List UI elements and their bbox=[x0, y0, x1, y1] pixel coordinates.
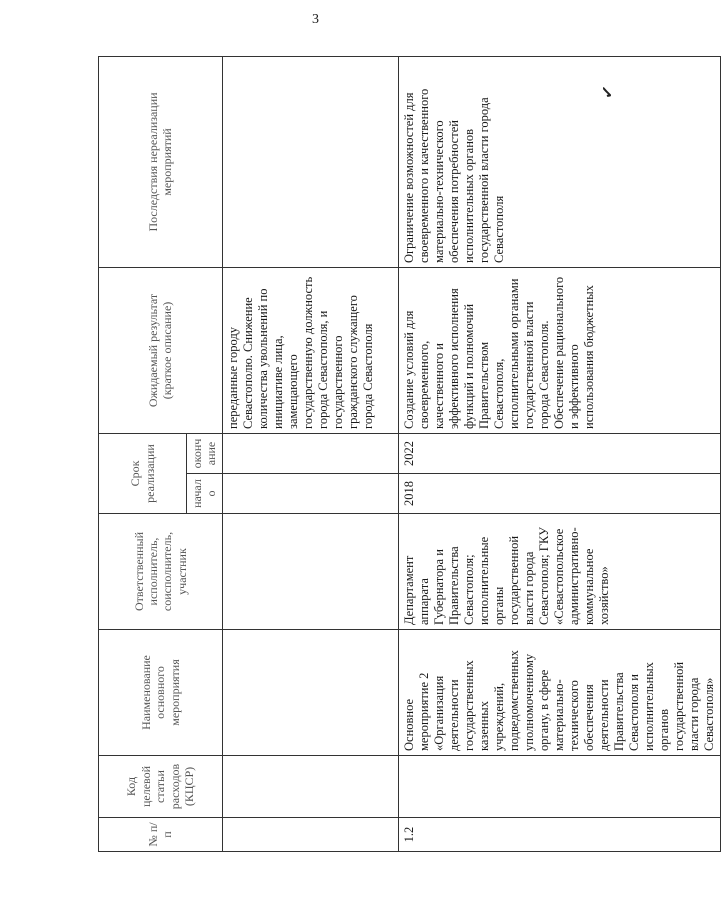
rotated-table-wrapper bbox=[98, 57, 716, 852]
cell-consequences: Ограничение возможностей для своевременного и качественного материально-технического обеспечения потребностей исполнительных органов государственной власти города Севастополя bbox=[398, 56, 720, 267]
cell-start: 2018 bbox=[398, 474, 720, 514]
header-period: Срок реализации bbox=[99, 433, 187, 513]
cell-num bbox=[222, 818, 398, 852]
measures-table bbox=[98, 56, 721, 852]
cell-end: 2022 bbox=[398, 433, 720, 473]
cell-start bbox=[222, 474, 398, 514]
table-row bbox=[222, 56, 398, 851]
header-name: Наименование основного мероприятия bbox=[99, 630, 223, 756]
cell-consequences bbox=[222, 56, 398, 267]
header-end: окончание bbox=[187, 433, 223, 473]
header-result: Ожидаемый результат (краткое описание) bbox=[99, 267, 223, 433]
cell-name: Основное мероприятие 2 «Организация деятельности государственных казенных учреждений, подведомственных уполномоченному органу, в сфере материально-технического обеспечения деятельности Правительства Севастополя и исполнительных органов государственной власти города Севастополя» bbox=[398, 630, 720, 756]
header-responsible: Ответственный исполнитель, соисполнитель, участник bbox=[99, 514, 223, 630]
header-code: Код целевой статьи расходов (КЦСР) bbox=[99, 756, 223, 818]
header-start: начало bbox=[187, 474, 223, 514]
cell-name bbox=[222, 630, 398, 756]
cell-code bbox=[222, 756, 398, 818]
cell-responsible bbox=[222, 514, 398, 630]
cell-code bbox=[398, 756, 720, 818]
handwritten-mark-icon: ✓ bbox=[598, 84, 618, 101]
cell-result: переданные городу Севастополю. Снижение количества увольнений по инициативе лица, замещающего государственную должность города Севастополя, и государственного гражданского служащего города Севастополя bbox=[222, 267, 398, 433]
header-num: № п/п bbox=[99, 818, 223, 852]
cell-result: Создание условий для своевременного, качественного и эффективного исполнения функций и полномочий Правительством Севастополя, исполнительными органами государственной власти города Севастополя. Обеспечение рационального и эффективного использования бюджетных bbox=[398, 267, 720, 433]
cell-responsible: Департамент аппарата Губернатора и Правительства Севастополя; исполнительные органы государственной власти города Севастополя; ГКУ «Севастопольское административно-коммунальное хозяйство» bbox=[398, 514, 720, 630]
cell-end bbox=[222, 433, 398, 473]
header-row bbox=[99, 56, 187, 851]
page-number: 3 bbox=[312, 12, 319, 27]
header-consequences: Последствия нереализации мероприятий bbox=[99, 56, 223, 267]
table-row bbox=[398, 56, 720, 851]
cell-num: 1.2 bbox=[398, 818, 720, 852]
